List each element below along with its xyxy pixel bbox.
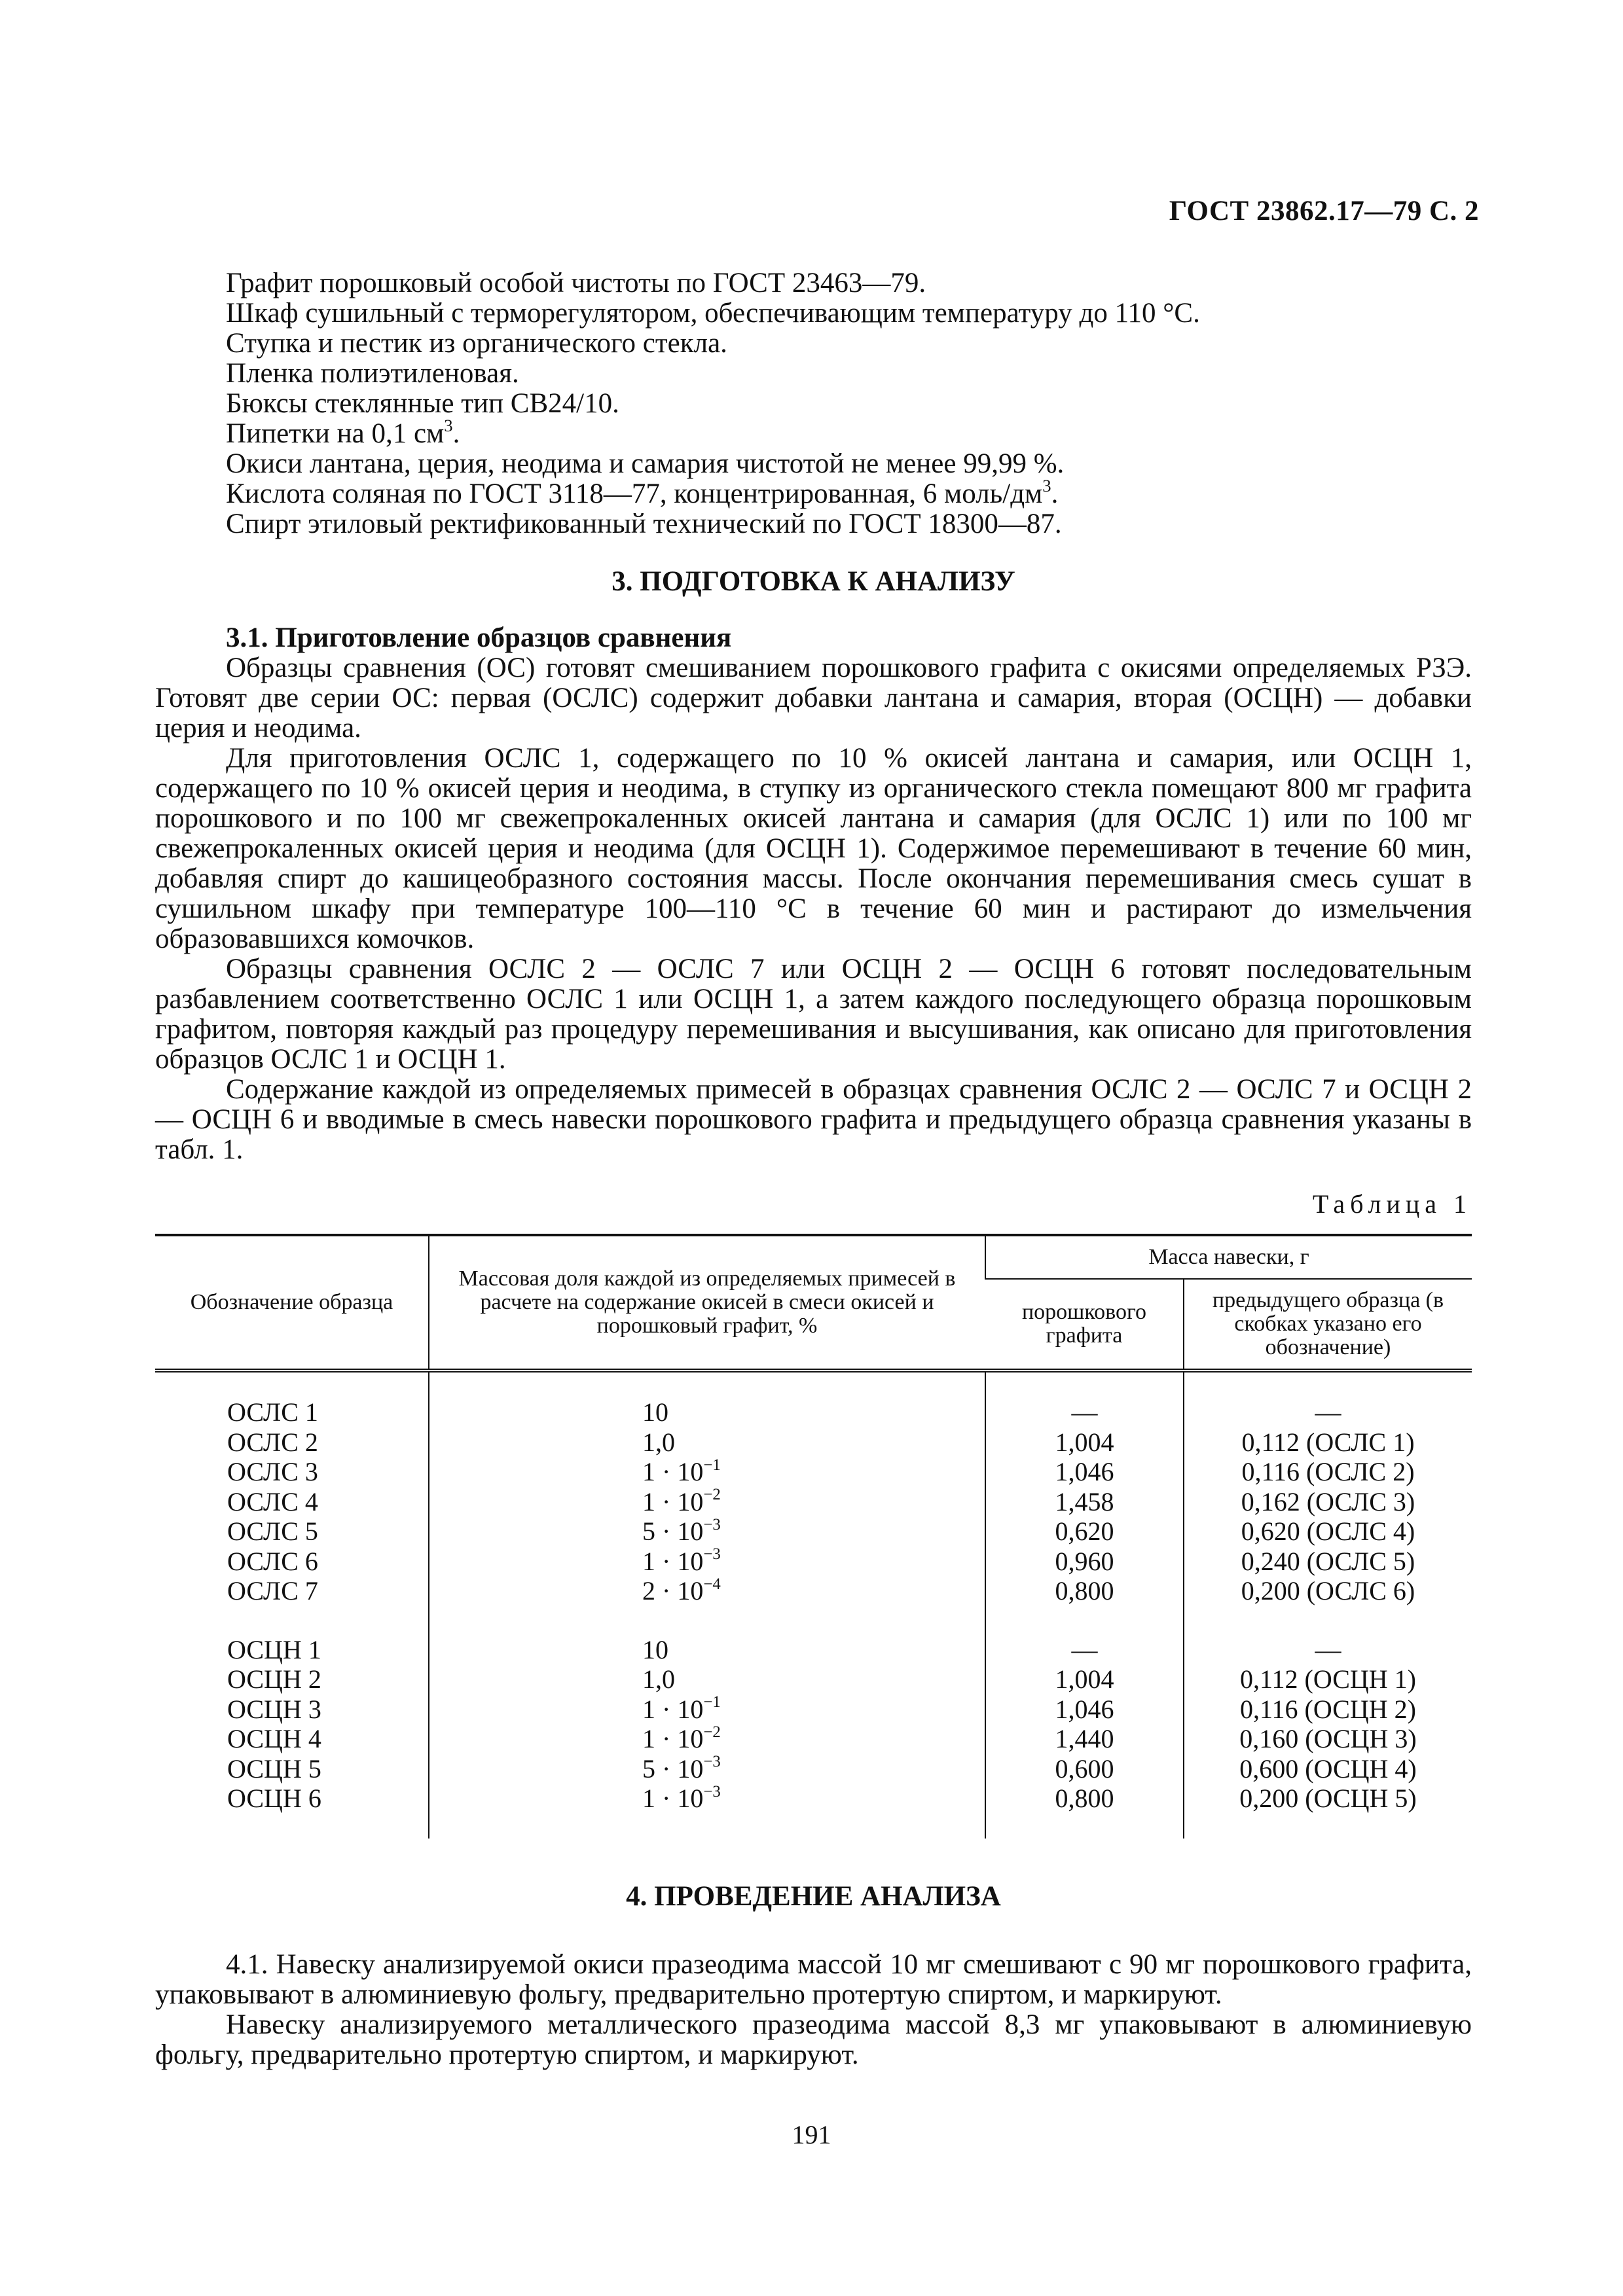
cell-graphite-mass-text: 1,046 xyxy=(1055,1457,1114,1486)
cell-sample-name-text: ОСЦН 1 xyxy=(227,1634,321,1664)
cell-previous-sample-mass xyxy=(1184,1695,1472,1725)
cell-mass-fraction-text: 5 · 10 xyxy=(642,1516,704,1546)
cell-mass-fraction-text: 1 · 10 xyxy=(642,1486,704,1516)
superscript: 3 xyxy=(1042,475,1051,495)
cell-previous-sample-mass-text: 0,200 (ОСЦН 5) xyxy=(1239,1784,1417,1813)
cell-mass-fraction xyxy=(429,1664,985,1695)
paragraph: Для приготовления ОСЛС 1, содержащего по 10 % окисей лантана и самария, или ОСЦН 1, содержащего по 10 % окисей церия и неодима, в ступку из органического стекла помещают 800 мг графита порошкового и по 100 мг свежепрокаленных окисей лантана и самария (для ОСЛС 1) или по 100 мг свежепрокаленных окисей церия и неодима (для ОСЦН 1). Содержимое перемешивают в течение 60 мин, добавляя спирт до кашицеобразного состояния массы. После окончания перемешивания смесь сушат в сушильном шкафу при температуре 100—110 °С в течение 60 мин и растирают до измельчения образовавшихся комочков. xyxy=(155,743,1472,954)
cell-sample-name xyxy=(155,1457,429,1487)
cell-mass-fraction xyxy=(429,1724,985,1754)
cell-sample-name-text: ОСЛС 3 xyxy=(227,1457,318,1486)
cell-mass-fraction xyxy=(429,1784,985,1814)
cell-sample-name xyxy=(155,1635,429,1665)
table-row xyxy=(155,1516,1472,1547)
paragraph: Навеску анализируемого металлического празеодима массой 8,3 мг упаковывают в алюминиевую фольгу, предварительно протертую спиртом, и маркируют. xyxy=(155,2009,1472,2070)
cell-sample-name-text: ОСЦН 4 xyxy=(227,1724,321,1753)
exponent: −2 xyxy=(703,1723,721,1741)
header-mass-fraction: Массовая доля каждой из определяемых примесей в расчете на содержание окисей в смеси окисей и порошковый графит, % xyxy=(429,1235,985,1371)
cell-mass-fraction-text: 1 · 10 xyxy=(642,1724,704,1753)
cell-previous-sample-mass xyxy=(1184,1397,1472,1427)
cell-previous-sample-mass xyxy=(1184,1576,1472,1606)
section-4-title: 4. ПРОВЕДЕНИЕ АНАЛИЗА xyxy=(626,1880,1001,1912)
cell-previous-sample-mass-text: 0,162 (ОСЛС 3) xyxy=(1241,1486,1415,1516)
cell-previous-sample-mass xyxy=(1184,1784,1472,1814)
cell-graphite-mass xyxy=(985,1695,1184,1725)
cell-graphite-mass-text: 0,800 xyxy=(1055,1576,1114,1605)
list-item-end: . xyxy=(1051,478,1059,509)
cell-previous-sample-mass-text: 0,112 (ОСЛС 1) xyxy=(1241,1427,1415,1457)
cell-sample-name xyxy=(155,1516,429,1547)
cell-graphite-mass xyxy=(985,1576,1184,1606)
cell-previous-sample-mass xyxy=(1184,1457,1472,1487)
cell-graphite-mass xyxy=(985,1397,1184,1427)
table-caption: Таблица 1 xyxy=(1312,1189,1472,1219)
list-item: Бюксы стеклянные тип СВ24/10. xyxy=(226,388,619,419)
exponent: −3 xyxy=(703,1515,721,1534)
cell-mass-fraction-text: 1,0 xyxy=(642,1664,675,1694)
cell-graphite-mass xyxy=(985,1664,1184,1695)
cell-previous-sample-mass xyxy=(1184,1664,1472,1695)
cell-sample-name-text: ОСЦН 3 xyxy=(227,1694,321,1724)
exponent: −3 xyxy=(703,1753,721,1771)
cell-mass-fraction-text: 2 · 10 xyxy=(642,1576,704,1605)
paragraph: Образцы сравнения ОСЛС 2 — ОСЛС 7 или ОСЦН 2 — ОСЦН 6 готовят последовательным разбавлением соответственно ОСЛС 1 или ОСЦН 1, а затем каждого последующего образца порошковым графитом, повторяя каждый раз процедуру перемешивания и высушивания, как описано для приготовления образцов ОСЛС 1 и ОСЦН 1. xyxy=(155,954,1472,1075)
page-header: ГОСТ 23862.17—79 С. 2 xyxy=(1169,196,1479,226)
cell-sample-name xyxy=(155,1754,429,1784)
cell-graphite-mass xyxy=(985,1754,1184,1784)
header-sample-designation: Обозначение образца xyxy=(155,1235,429,1371)
subsection-3-1-title: 3.1. Приготовление образцов сравнения xyxy=(226,622,732,653)
cell-mass-fraction-text: 5 · 10 xyxy=(642,1753,704,1784)
cell-graphite-mass xyxy=(985,1457,1184,1487)
list-item-text: Кислота соляная по ГОСТ 3118—77, концентрированная, 6 моль/дм xyxy=(226,478,1043,509)
cell-previous-sample-mass xyxy=(1184,1754,1472,1784)
paragraph: Образцы сравнения (ОС) готовят смешиванием порошкового графита с окисями определяемых РЗЭ. Готовят две серии ОС: первая (ОСЛС) содержит добавки лантана и самария, вторая (ОСЦН) — добавки церия и неодима. xyxy=(155,653,1472,744)
cell-sample-name xyxy=(155,1664,429,1695)
cell-sample-name xyxy=(155,1487,429,1517)
cell-graphite-mass-text: 0,800 xyxy=(1055,1784,1114,1813)
table-row xyxy=(155,1427,1472,1458)
cell-previous-sample-mass-text: 0,620 (ОСЛС 4) xyxy=(1241,1516,1415,1546)
cell-previous-sample-mass-text: — xyxy=(1315,1634,1341,1664)
table-row xyxy=(155,1547,1472,1577)
cell-graphite-mass xyxy=(985,1487,1184,1517)
cell-sample-name xyxy=(155,1547,429,1577)
cell-mass-fraction xyxy=(429,1547,985,1577)
cell-mass-fraction xyxy=(429,1576,985,1606)
cell-previous-sample-mass xyxy=(1184,1516,1472,1547)
list-item: Ступка и пестик из органического стекла. xyxy=(226,328,727,359)
table-row xyxy=(155,1457,1472,1487)
cell-mass-fraction xyxy=(429,1754,985,1784)
table-row xyxy=(155,1754,1472,1784)
cell-sample-name-text: ОСЦН 6 xyxy=(227,1784,321,1813)
cell-mass-fraction xyxy=(429,1487,985,1517)
header-previous-sample-mass: предыдущего образца (в скобках указано его обозначение) xyxy=(1184,1279,1472,1371)
exponent: −1 xyxy=(703,1693,721,1712)
cell-sample-name-text: ОСЦН 5 xyxy=(227,1753,321,1784)
exponent: −1 xyxy=(703,1456,721,1474)
table-spacer xyxy=(155,1371,1472,1397)
cell-previous-sample-mass-text: 0,116 (ОСЦН 2) xyxy=(1240,1694,1416,1724)
paragraph: Содержание каждой из определяемых примесей в образцах сравнения ОСЛС 2 — ОСЛС 7 и ОСЦН 2 — ОСЦН 6 и вводимые в смесь навески порошкового графита и предыдущего образца сравнения указаны в табл. 1. xyxy=(155,1074,1472,1165)
cell-graphite-mass xyxy=(985,1547,1184,1577)
table-row xyxy=(155,1397,1472,1427)
list-item-text: Пипетки на 0,1 см xyxy=(226,418,445,449)
cell-sample-name xyxy=(155,1695,429,1725)
table-row xyxy=(155,1664,1472,1695)
cell-graphite-mass-text: — xyxy=(1071,1397,1098,1427)
superscript: 3 xyxy=(444,415,453,435)
cell-sample-name-text: ОСЛС 6 xyxy=(227,1546,318,1576)
reference-samples-table xyxy=(155,1234,1472,1839)
cell-mass-fraction xyxy=(429,1397,985,1427)
paragraph: 4.1. Навеску анализируемой окиси празеодима массой 10 мг смешивают с 90 мг порошкового графита, упаковывают в алюминиевую фольгу, предварительно протертую спиртом, и маркируют. xyxy=(155,1948,1472,2010)
exponent: −2 xyxy=(703,1486,721,1504)
cell-graphite-mass xyxy=(985,1784,1184,1814)
exponent: −3 xyxy=(703,1782,721,1801)
list-item: Окиси лантана, церия, неодима и самария чистотой не менее 99,99 %. xyxy=(226,448,1065,479)
table-row xyxy=(155,1487,1472,1517)
table-row xyxy=(155,1635,1472,1665)
cell-sample-name-text: ОСЛС 2 xyxy=(227,1427,318,1457)
cell-previous-sample-mass-text: 0,112 (ОСЦН 1) xyxy=(1240,1664,1416,1694)
table-group-gap xyxy=(155,1606,1472,1635)
header-graphite-mass: порошкового графита xyxy=(985,1279,1184,1371)
equipment-list xyxy=(155,268,1472,539)
cell-sample-name xyxy=(155,1784,429,1814)
list-item: Шкаф сушильный с терморегулятором, обеспечивающим температуру до 110 °С. xyxy=(226,298,1200,329)
cell-graphite-mass xyxy=(985,1427,1184,1458)
cell-graphite-mass-text: 1,004 xyxy=(1055,1427,1114,1457)
cell-mass-fraction-text: 10 xyxy=(642,1397,668,1427)
cell-sample-name-text: ОСЛС 5 xyxy=(227,1516,318,1546)
cell-previous-sample-mass-text: 0,200 (ОСЛС 6) xyxy=(1241,1576,1415,1605)
cell-mass-fraction-text: 1 · 10 xyxy=(642,1784,704,1813)
table-row xyxy=(155,1695,1472,1725)
cell-mass-fraction xyxy=(429,1457,985,1487)
list-item xyxy=(155,475,1472,509)
cell-previous-sample-mass xyxy=(1184,1635,1472,1665)
exponent: −4 xyxy=(703,1575,721,1593)
cell-previous-sample-mass-text: 0,240 (ОСЛС 5) xyxy=(1241,1546,1415,1576)
cell-graphite-mass-text: 1,004 xyxy=(1055,1664,1114,1694)
table-spacer xyxy=(155,1814,1472,1839)
cell-previous-sample-mass-text: 0,160 (ОСЦН 3) xyxy=(1239,1724,1417,1753)
cell-mass-fraction xyxy=(429,1695,985,1725)
cell-sample-name-text: ОСЛС 4 xyxy=(227,1486,318,1516)
cell-previous-sample-mass-text: 0,116 (ОСЛС 2) xyxy=(1241,1457,1415,1486)
cell-mass-fraction-text: 1,0 xyxy=(642,1427,675,1457)
table-row xyxy=(155,1784,1472,1814)
cell-graphite-mass-text: 0,600 xyxy=(1055,1753,1114,1784)
cell-sample-name xyxy=(155,1397,429,1427)
cell-graphite-mass-text: — xyxy=(1071,1634,1098,1664)
list-item-end: . xyxy=(452,418,460,449)
list-item: Пленка полиэтиленовая. xyxy=(226,358,519,389)
cell-sample-name-text: ОСЦН 2 xyxy=(227,1664,321,1694)
cell-previous-sample-mass xyxy=(1184,1724,1472,1754)
cell-mass-fraction-text: 1 · 10 xyxy=(642,1694,704,1724)
cell-mass-fraction-text: 1 · 10 xyxy=(642,1546,704,1576)
cell-sample-name-text: ОСЛС 7 xyxy=(227,1576,318,1605)
cell-graphite-mass-text: 0,960 xyxy=(1055,1546,1114,1576)
document-body xyxy=(155,268,1472,2070)
cell-mass-fraction-text: 1 · 10 xyxy=(642,1457,704,1486)
list-item: Графит порошковый особой чистоты по ГОСТ 23463—79. xyxy=(226,268,926,298)
cell-graphite-mass xyxy=(985,1635,1184,1665)
header-mass-group: Масса навески, г xyxy=(985,1235,1472,1279)
cell-graphite-mass-text: 0,620 xyxy=(1055,1516,1114,1546)
cell-previous-sample-mass xyxy=(1184,1487,1472,1517)
table-row xyxy=(155,1576,1472,1606)
cell-previous-sample-mass-text: 0,600 (ОСЦН 4) xyxy=(1239,1753,1417,1784)
cell-previous-sample-mass xyxy=(1184,1547,1472,1577)
cell-graphite-mass xyxy=(985,1516,1184,1547)
cell-mass-fraction xyxy=(429,1516,985,1547)
cell-sample-name xyxy=(155,1427,429,1458)
cell-graphite-mass-text: 1,458 xyxy=(1055,1486,1114,1516)
list-item xyxy=(155,415,1472,449)
cell-mass-fraction-text: 10 xyxy=(642,1634,668,1664)
cell-graphite-mass-text: 1,046 xyxy=(1055,1694,1114,1724)
cell-previous-sample-mass-text: — xyxy=(1315,1397,1341,1427)
cell-mass-fraction xyxy=(429,1635,985,1665)
table-row xyxy=(155,1724,1472,1754)
cell-sample-name xyxy=(155,1576,429,1606)
page-number: 191 xyxy=(792,2120,831,2149)
cell-mass-fraction xyxy=(429,1427,985,1458)
list-item: Спирт этиловый ректификованный технический по ГОСТ 18300—87. xyxy=(226,509,1062,539)
cell-previous-sample-mass xyxy=(1184,1427,1472,1458)
cell-sample-name xyxy=(155,1724,429,1754)
cell-graphite-mass-text: 1,440 xyxy=(1055,1724,1114,1753)
exponent: −3 xyxy=(703,1545,721,1564)
cell-graphite-mass xyxy=(985,1724,1184,1754)
section-3-title: 3. ПОДГОТОВКА К АНАЛИЗУ xyxy=(611,566,1015,597)
cell-sample-name-text: ОСЛС 1 xyxy=(227,1397,318,1427)
